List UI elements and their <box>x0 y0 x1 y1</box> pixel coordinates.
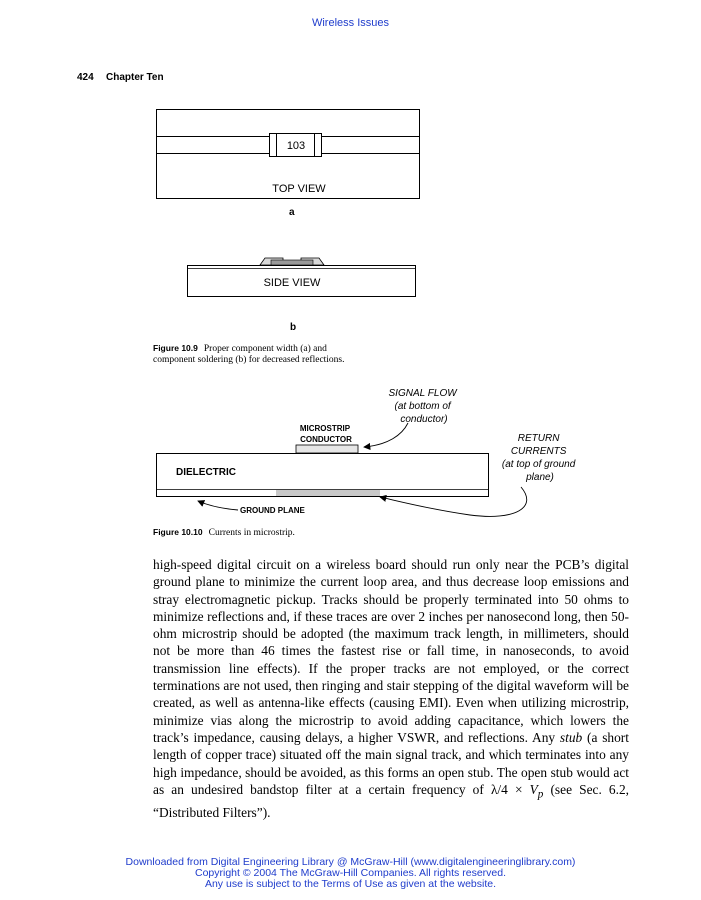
signal-flow-label: SIGNAL FLOW (at bottom of conductor) <box>388 388 457 425</box>
return-currents-label: RETURN CURRENTS (at top of ground plane) <box>501 433 576 483</box>
page-number: 424 <box>77 72 94 83</box>
microstrip-conductor-label: MICROSTRIP CONDUCTOR <box>299 424 352 444</box>
body-text-part3: (see Sec. 6.2, “Distributed Filters”). <box>153 781 629 820</box>
ground-plane-label: GROUND PLANE <box>240 506 305 515</box>
running-header-title: Wireless Issues <box>311 17 390 29</box>
vp-subscript: p <box>537 788 544 801</box>
figure-10-10-caption <box>153 527 295 539</box>
dielectric-label: DIELECTRIC <box>176 467 236 478</box>
chapter-label: Chapter Ten <box>106 72 164 83</box>
subfigure-a-label: a <box>289 207 295 218</box>
body-text-part1: high-speed digital circuit on a wireless board should run only near the PCB’s digital ground plane to minimize the current loop area, and thus decrease loop emissions and stray electromagnetic pickup. Tracks should be properly terminated into 50 ohms to minimize reflections and, if these traces are over 2 inches per nanosecond long, then 50-ohm microstrip should be adopted (the maximum track length, in millimeters, should not be more than 46 times the fastest rise or fall time, in nanoseconds, to avoid transmission line effects). If the proper tracks are not employed, or the correct terminations are not used, then ringing and stair stepping of the digital waveform will be created, as well as antenna-like effects (causing EMI). Even when utilizing microstrip, minimize vias along the microstrip to avoid adding capacitance, which lowers the track’s impedance, causing delays, a higher VSWR, and reflections. Any <box>153 557 629 745</box>
top-view-label: TOP VIEW <box>272 183 326 195</box>
figure-10-9-caption-line2: component soldering (b) for decreased reflections. <box>153 355 345 365</box>
figure-10-9-number: Figure 10.9 <box>153 343 198 353</box>
footer-terms: Any use is subject to the Terms of Use as given at the website. <box>204 878 497 890</box>
stub-term: stub <box>559 729 583 745</box>
side-view-label: SIDE VIEW <box>263 277 321 289</box>
subfigure-b-label: b <box>290 322 297 333</box>
return-current-region <box>276 490 380 496</box>
microstrip-conductor <box>296 445 358 453</box>
figure-10-9-caption-line1: Proper component width (a) and <box>203 344 327 354</box>
footer-download-link[interactable]: Downloaded from Digital Engineering Library @ McGraw-Hill (www.digitalengineeringlibrary.com) <box>125 856 576 868</box>
component-label: 103 <box>286 140 306 152</box>
signal-flow-arrow <box>364 423 408 447</box>
figure-10-9-top-view <box>150 105 430 205</box>
footer-copyright: Copyright © 2004 The McGraw-Hill Companies. All rights reserved. <box>195 867 506 879</box>
body-paragraph <box>153 556 629 821</box>
figure-10-9-caption <box>153 343 345 366</box>
page-footer <box>0 857 701 890</box>
ground-plane-arrow <box>198 501 238 510</box>
figure-10-10-number: Figure 10.10 <box>153 527 203 537</box>
figure-10-10-caption-text: Currents in microstrip. <box>208 528 295 538</box>
body-text-part2: (a short length of copper trace) situated off the main signal track, and which terminates into any high impedance, should be avoided, as this forms an open stub. The open stub would act as an undesired bandstop filter at a certain frequency of λ/4 × <box>153 729 629 797</box>
figure-10-10-diagram <box>150 383 590 523</box>
figure-10-9-side-view <box>183 252 423 300</box>
vp-symbol: V <box>529 781 538 797</box>
